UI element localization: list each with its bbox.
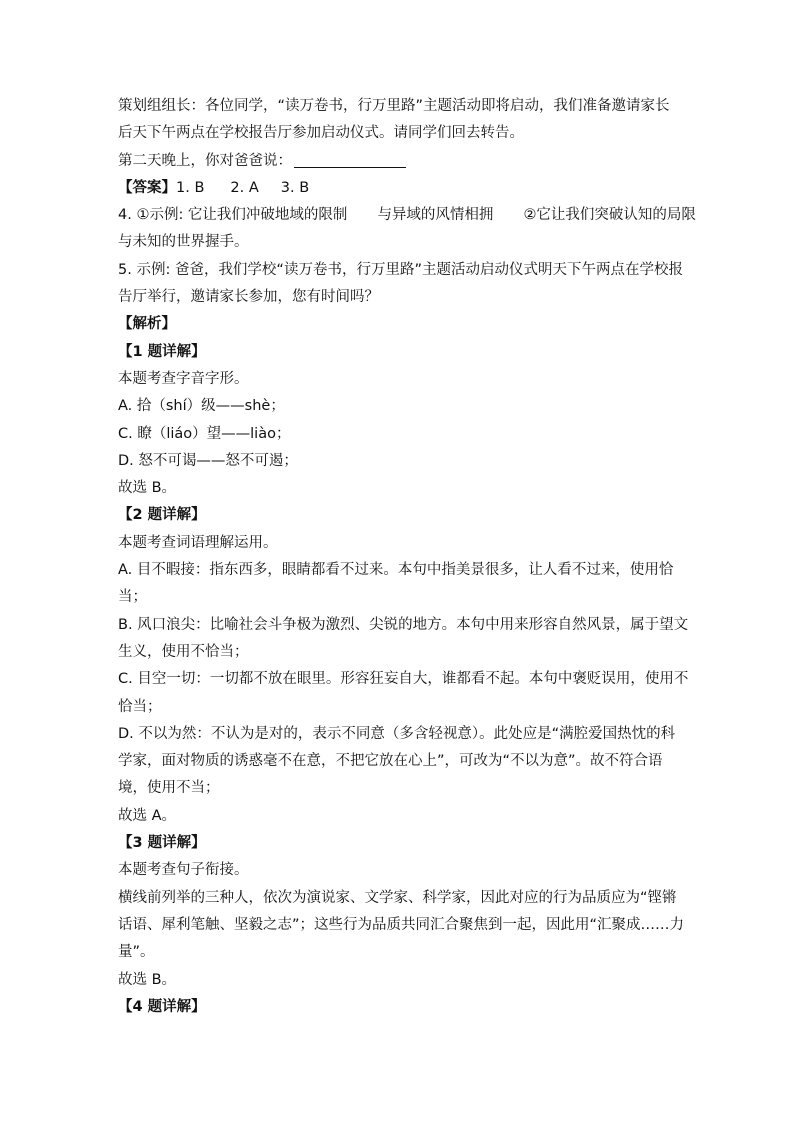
answer-3: 3. B bbox=[280, 179, 310, 196]
paragraph-line: 生义，使用不恰当； bbox=[118, 643, 249, 660]
paragraph-line: A. 拾（shí）级——shè； bbox=[118, 398, 285, 415]
answer-4-part-b: 与异域的风情相拥 bbox=[377, 207, 494, 224]
answer-heading: 【答案】 bbox=[118, 179, 176, 196]
answer-4-part-c: ②它让我们突破认知的局限 bbox=[523, 207, 696, 224]
prompt-text: 第二天晚上，你对爸爸说： bbox=[118, 152, 292, 169]
paragraph-line: 故选 B。 bbox=[118, 971, 177, 988]
paragraph-line: C. 瞭（liáo）望——liào； bbox=[118, 425, 291, 442]
paragraph-line: 与未知的世界握手。 bbox=[118, 234, 249, 251]
paragraph-line: D. 怒不可谒——怒不可遏； bbox=[118, 452, 298, 469]
paragraph-line: 故选 A。 bbox=[118, 807, 177, 824]
document-body bbox=[118, 93, 696, 1021]
paragraph-line: A. 目不暇接：指东西多，眼睛都看不过来。本句中指美景很多，让人看不过来，使用恰 bbox=[118, 562, 674, 579]
paragraph-line: C. 目空一切：一切都不放在眼里。形容狂妄自大，谁都看不起。本句中褒贬误用，使用不 bbox=[118, 671, 689, 688]
answer-4-line bbox=[118, 202, 696, 229]
paragraph-line: 横线前列举的三种人，依次为演说家、文学家、科学家，因此对应的行为品质应为“铿锵 bbox=[118, 889, 677, 906]
paragraph-line: 本题考查句子衔接。 bbox=[118, 862, 249, 879]
paragraph-line: B. 风口浪尖：比喻社会斗争极为激烈、尖锐的地方。本句中用来形容自然风景，属于望文 bbox=[118, 616, 689, 633]
paragraph-line: 学家，面对物质的诱惑毫不在意，不把它放在心上”，可改为“不以为意”。故不符合语 bbox=[118, 753, 663, 770]
analysis-heading: 【解析】 bbox=[118, 316, 176, 333]
paragraph-line: 境，使用不当； bbox=[118, 780, 220, 797]
section-heading-q3: 【3 题详解】 bbox=[118, 835, 206, 852]
section-heading-q2: 【2 题详解】 bbox=[118, 507, 206, 524]
paragraph-line: 告厅举行，邀请家长参加，您有时间吗？ bbox=[118, 289, 379, 306]
paragraph-line: 量”。 bbox=[118, 944, 155, 961]
answer-line bbox=[118, 175, 688, 202]
section-heading-q1: 【1 题详解】 bbox=[118, 343, 206, 360]
paragraph-line: 话语、犀利笔触、坚毅之志”；这些行为品质共同汇合聚焦到一起，因此用“汇聚成……力 bbox=[118, 916, 685, 933]
answer-blank bbox=[294, 166, 406, 168]
answer-4-part-a: 4. ①示例: 它让我们冲破地域的限制 bbox=[118, 207, 348, 224]
prompt-line bbox=[118, 148, 688, 175]
paragraph-line: 恰当； bbox=[118, 698, 162, 715]
paragraph-line: 后天下午两点在学校报告厅参加启动仪式。请同学们回去转告。 bbox=[118, 125, 524, 142]
paragraph-line: 故选 B。 bbox=[118, 480, 177, 497]
paragraph-line: D. 不以为然：不认为是对的，表示不同意（多含轻视意）。此处应是“满腔爱国热忱的科 bbox=[118, 725, 676, 742]
paragraph-line: 本题考查词语理解运用。 bbox=[118, 534, 278, 551]
paragraph-line: 当； bbox=[118, 589, 147, 606]
paragraph-line: 本题考查字音字形。 bbox=[118, 370, 249, 387]
paragraph-line: 策划组组长：各位同学，“读万卷书，行万里路”主题活动即将启动，我们准备邀请家长 bbox=[118, 98, 670, 114]
section-heading-q4: 【4 题详解】 bbox=[118, 998, 206, 1015]
answer-2: 2. A bbox=[230, 179, 259, 196]
answer-1: 1. B bbox=[176, 179, 205, 196]
paragraph-line: 5. 示例: 爸爸，我们学校“读万卷书，行万里路”主题活动启动仪式明天下午两点在学校报 bbox=[118, 261, 683, 278]
